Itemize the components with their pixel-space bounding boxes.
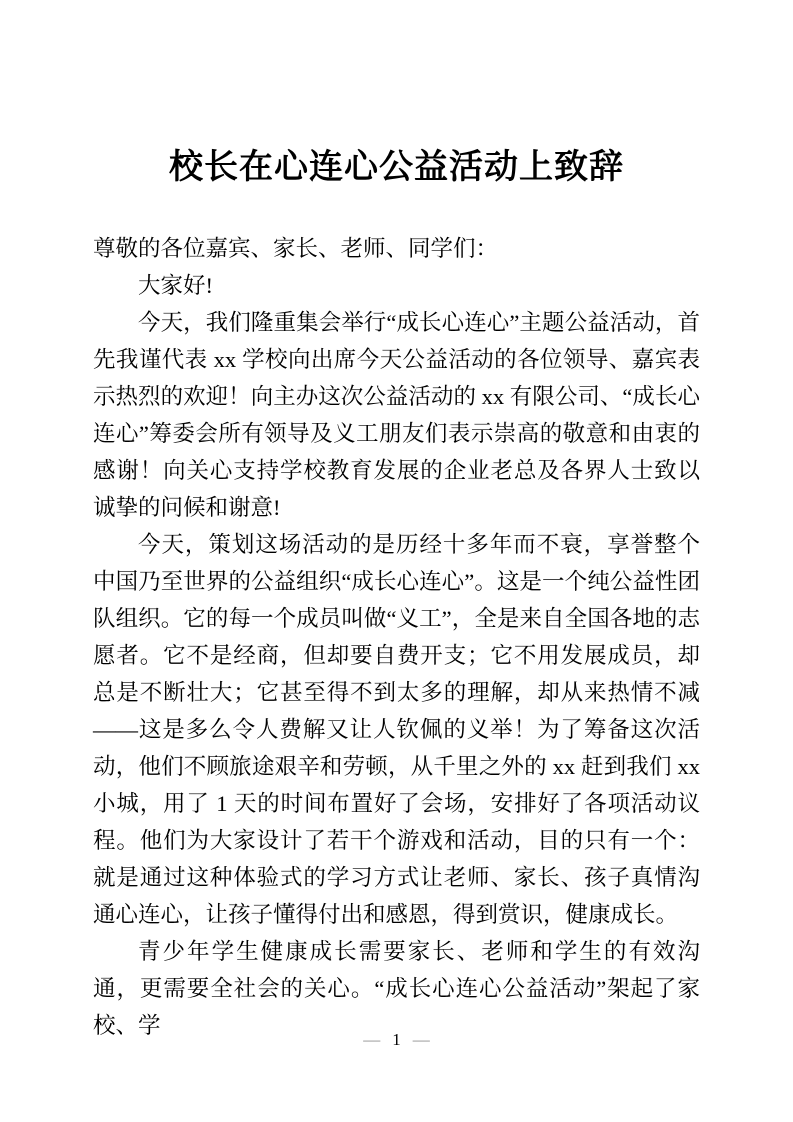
page-footer (0, 1028, 793, 1052)
page-number-value: 1 (392, 1030, 401, 1049)
document-title: 校长在心连心公益活动上致辞 (169, 149, 624, 186)
salutation-line: 尊敬的各位嘉宾、家长、老师、同学们： (93, 236, 499, 261)
page-number-dash-left: — (363, 1030, 381, 1049)
paragraph-welcome: 今天，我们隆重集会举行“成长心连心”主题公益活动，首先我谨代表 xx 学校向出席今天公益活动的各位领导、嘉宾表示热烈的欢迎！向主办这次公益活动的 xx 有限公司、“成长心连心”筹委会所有领导及义工朋友们表示崇高的敬意和由衷的感谢！向关心支持学校教育发展的企业老总及各界人士致以诚挚的问候和谢意! (93, 310, 700, 520)
document-body (93, 146, 700, 1044)
paragraph-youth-growth: 青少年学生健康成长需要家长、老师和学生的有效沟通，更需要全社会的关心。“成长心连心公益活动”架起了家校、学 (93, 939, 700, 1038)
paragraph-organization: 今天，策划这场活动的是历经十多年而不衰，享誉整个中国乃至世界的公益组织“成长心连心”。这是一个纯公益性团队组织。它的每一个成员叫做“义工”，全是来自全国各地的志愿者。它不是经商，但却要自费开支；它不用发展成员，却总是不断壮大；它甚至得不到太多的理解，却从来热情不减——这是多么令人费解又让人钦佩的义举！为了筹备这次活动，他们不顾旅途艰辛和劳顿，从千里之外的 xx 赶到我们 xx 小城，用了 1 天的时间布置好了会场，安排好了各项活动议程。他们为大家设计了若干个游戏和活动，目的只有一个：就是通过这种体验式的学习方式让老师、家长、孩子真情沟通心连心，让孩子懂得付出和感恩，得到赏识，健康成长。 (93, 532, 700, 927)
page-number-dash-right: — (412, 1030, 430, 1049)
paragraph-greeting: 大家好! (138, 273, 213, 298)
